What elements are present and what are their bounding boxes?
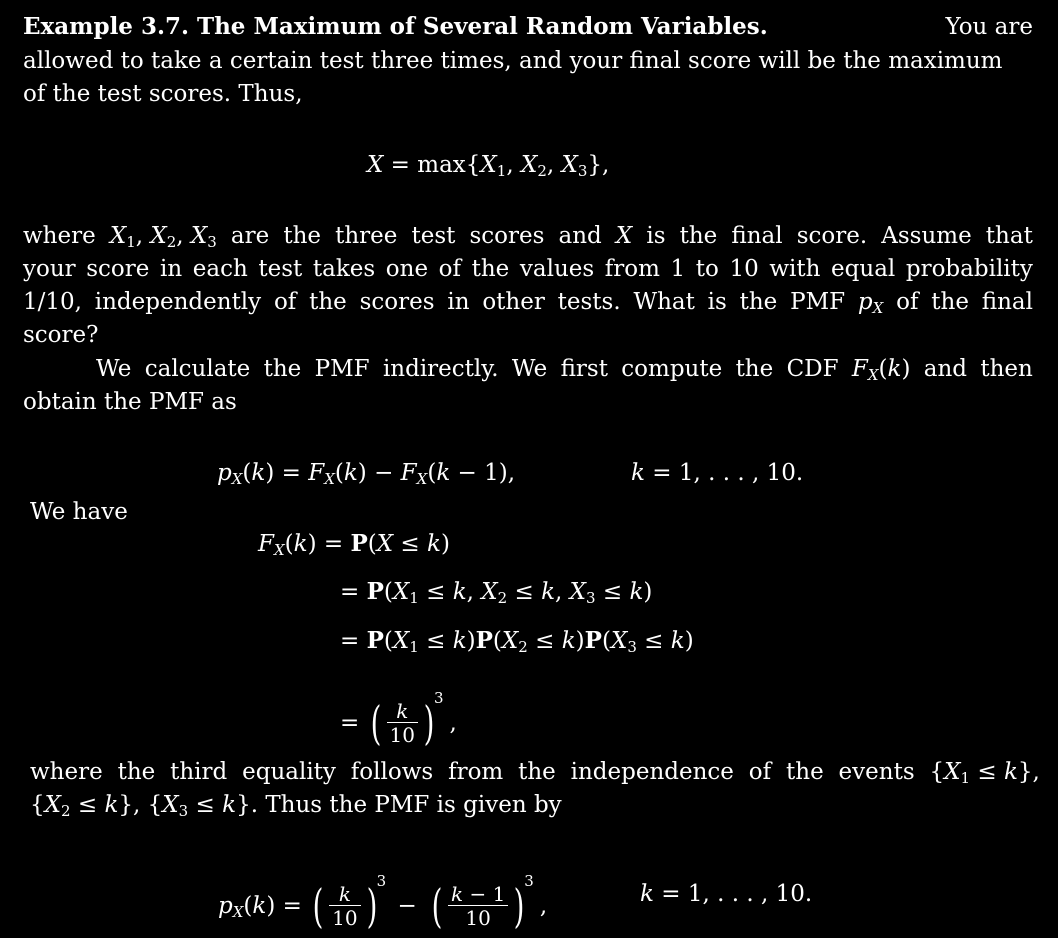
para3-line2: $\{X_2 \le k\}$, $\{X_3 \le k\}$. Thus the PMF is given by <box>30 792 562 820</box>
we-have: We have <box>30 499 128 525</box>
example-title: Example 3.7. The Maximum of Several Random Variables. <box>23 13 768 40</box>
derivation-line3: = $P(X_1 \le k)P(X_2 \le k)P(X_3 \le k)$ <box>340 627 694 656</box>
intro-line1-tail: You are <box>945 14 1033 40</box>
para1-line4: score? <box>23 322 99 348</box>
para2-line2: obtain the PMF as <box>23 389 237 415</box>
para2-line1: We calculate the PMF indirectly. We first compute the CDF $F_X(k)$ and then <box>96 356 1033 384</box>
para3-line1: where the third equality follows from the independence of the events $\{X_1 \le k\}$, <box>30 759 1040 787</box>
intro-line2: allowed to take a certain test three times, and your final score will be the maximum <box>23 48 1003 74</box>
para1-line3: 1/10, independently of the scores in other tests. What is the PMF $p_X$ of the final <box>23 289 1033 317</box>
equation-pmf-range: k = 1, . . . , 10. <box>631 460 804 486</box>
example-title-line <box>23 12 1033 42</box>
equation-final-range: k = 1, . . . , 10. <box>640 881 813 907</box>
derivation-line1: $F_X(k) = P(X \le k)$ <box>258 530 450 559</box>
derivation-line4: = ( $\frac{k}{10}$ )3, <box>340 689 457 750</box>
para1-line2: your score in each test takes one of the values from 1 to 10 with equal probability <box>23 256 1033 282</box>
equation-max: $X = \max\{X_1$, $X_2$, $X_3$}, <box>367 152 610 180</box>
equation-pmf-definition: $p_X(k) = F_X(k) - F_X(k - 1)$, <box>217 460 516 488</box>
derivation-line2: = $P(X_1 \le k$, $X_2 \le k$, $X_3 \le k$) <box>340 578 653 607</box>
equation-final-pmf: $p_X(k)$ = ( $\frac{k}{10}$ )3 − ( $\frac{k - 1}{10}$ )3, <box>218 872 548 933</box>
intro-line3: of the test scores. Thus, <box>23 81 303 107</box>
para1-line1: where $X_1$, $X_2$, $X_3$ are the three test scores and X is the final score. Assume that <box>23 223 1033 251</box>
